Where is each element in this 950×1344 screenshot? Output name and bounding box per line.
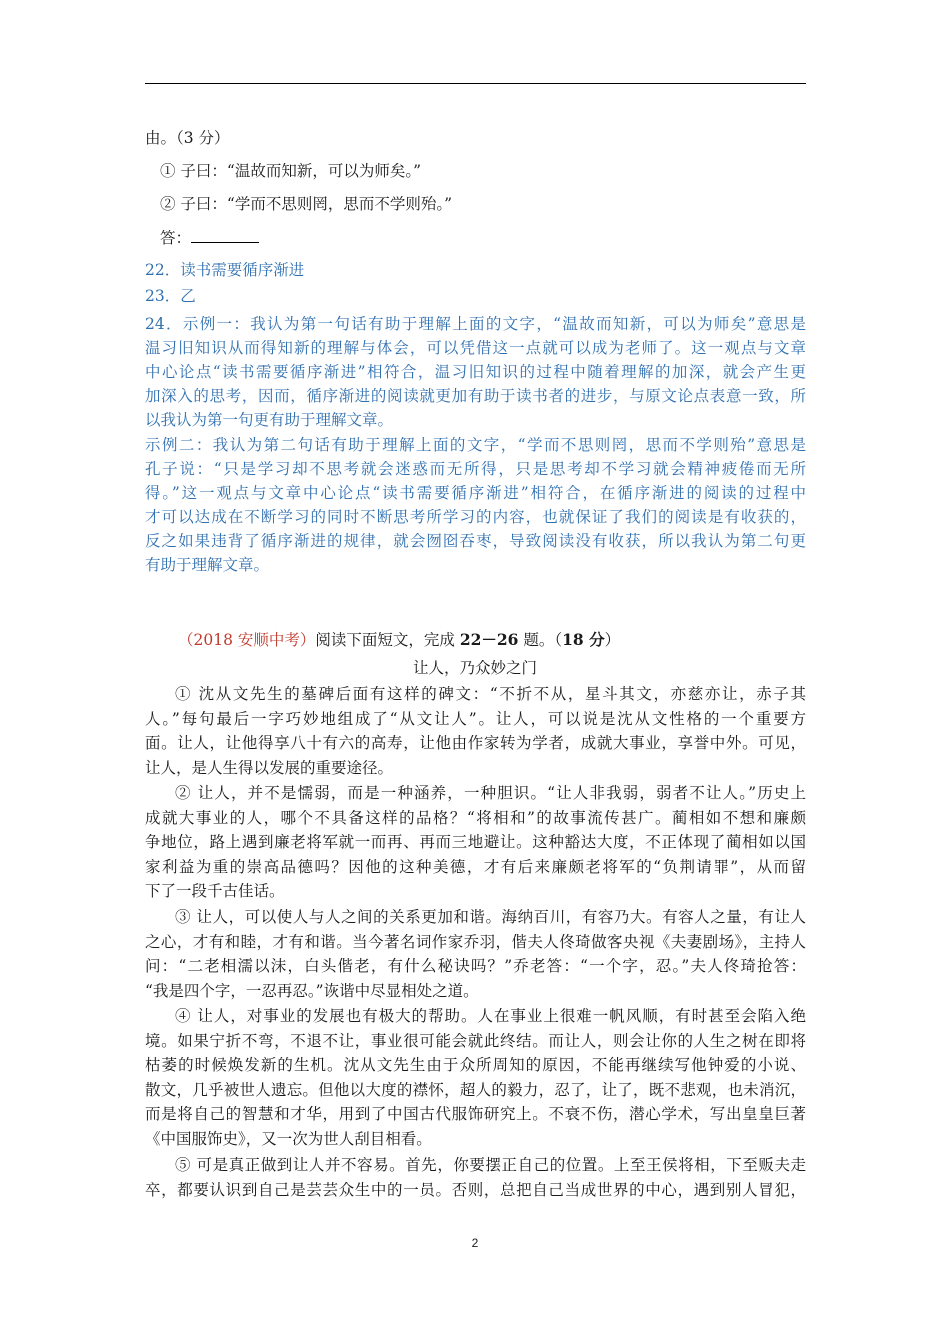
answer-24-example-1 <box>145 312 806 432</box>
section-intro-end: ） <box>604 631 621 649</box>
passage-line: 枯萎的时候焕发新的生机。沈从文先生由于众所周知的原因，不能再继续写他钟爱的小说、 <box>145 1056 806 1075</box>
page-number: 2 <box>471 1236 479 1250</box>
passage-line: 争地位，路上遇到廉老将军就一而再、再而三地避让。这种豁达大度，不正体现了蔺相如以国 <box>145 833 806 852</box>
passage-line: 而是将自己的智慧和才华，用到了中国古代服饰研究上。不衰不伤，潜心学术，写出皇皇巨著 <box>145 1105 806 1124</box>
passage-line: 之心，才有和睦，才有和谐。当今著名词作家乔羽，偕夫人佟琦做客央视《夫妻剧场》，主持人 <box>145 932 806 951</box>
answer-24b-line: 反之如果违背了循序渐进的规律，就会囫囵吞枣，导致阅读没有收获，所以我认为第二句更 <box>145 532 806 550</box>
passage-paragraph-2 <box>145 781 806 904</box>
section-source: （2018 安顺中考） <box>178 631 316 649</box>
answer-24b-line: 得。”这一观点与文章中心论点“读书需要循序渐进”相符合，在循序渐进的阅读的过程中 <box>145 484 806 502</box>
passage-paragraph-1 <box>145 682 806 780</box>
passage-paragraph-5 <box>145 1153 806 1202</box>
question-range: 22－26 <box>459 630 519 649</box>
answer-22: 22．读书需要循序渐进 <box>145 261 305 279</box>
answer-24-example-2 <box>145 433 806 577</box>
answer-23: 23．乙 <box>145 287 196 305</box>
answer-line <box>160 228 259 248</box>
answer-24b-line: 有助于理解文章。 <box>145 556 270 574</box>
answer-24b-line: 示例二：我认为第二句话有助于理解上面的文字，“学而不思则罔，思而不学则殆”意思是 <box>145 436 806 454</box>
passage-line: 《中国服饰史》，又一次为世人刮目相看。 <box>145 1129 432 1148</box>
section-intro <box>178 630 620 650</box>
passage-line: ① 沈从文先生的墓碑后面有这样的碑文：“不折不从，星斗其文，亦慈亦让，赤子其 <box>175 685 806 703</box>
passage-line: ② 让人，并不是懦弱，而是一种涵养，一种胆识。“让人非我弱，弱者不让人。”历史上 <box>175 784 806 802</box>
quote-item-1: ① 子曰：“温故而知新，可以为师矣。” <box>160 162 422 180</box>
answer-24b-line: 孔子说：“只是学习却不思考就会迷惑而无所得，只是思考却不学习就会精神疲倦而无所 <box>145 460 806 478</box>
answer-24-line: 中心论点“读书需要循序渐进”相符合，温习旧知识的过程中随着理解的加深，就会产生更 <box>145 363 806 381</box>
passage-paragraph-4 <box>145 1004 806 1152</box>
passage-line: “我是四个字，一忍再忍。”诙谐中尽显相处之道。 <box>145 981 479 1000</box>
answer-24-line: 以我认为第一句更有助于理解文章。 <box>145 411 394 429</box>
passage-line: ④ 让人，对事业的发展也有极大的帮助。人在事业上很难一帆风顺，有时甚至会陷入绝 <box>175 1007 806 1025</box>
passage-line: 家利益为重的崇高品德吗？因他的这种美德，才有后来廉颇老将军的“负荆请罪”，从而留 <box>145 857 806 876</box>
answer-24-line: 加深入的思考，因而，循序渐进的阅读就更加有助于读书者的进步，与原文论点表意一致，所 <box>145 387 806 405</box>
answer-24-line: 温习旧知识从而得知新的理解与体会，可以凭借这一点就可以成为老师了。这一观点与文章 <box>145 339 806 357</box>
passage-line: 散文，几乎被世人遗忘。但他以大度的襟怀，超人的毅力，忍了，让了，既不悲观，也未消沉， <box>145 1080 806 1099</box>
passage-line: 卒，都要认识到自己是芸芸众生中的一员。否则，总把自己当成世界的中心，遇到别人冒犯， <box>145 1180 806 1199</box>
passage-line: ⑤ 可是真正做到让人并不容易。首先，你要摆正自己的位置。上至王侯将相，下至贩夫走 <box>175 1156 806 1174</box>
passage-line: 成就大事业的人，哪个不具备这样的品格？“将相和”的故事流传甚广。蔺相如不想和廉颇 <box>145 808 806 827</box>
answer-24-line: 24．示例一：我认为第一句话有助于理解上面的文字，“温故而知新，可以为师矣”意思是 <box>145 315 806 333</box>
passage-line: 人。”每句最后一字巧妙地组成了“从文让人”。让人，可以说是沈从文性格的一个重要方 <box>145 709 806 728</box>
passage-line: 让人，是人生得以发展的重要途径。 <box>145 758 394 777</box>
answer-label: 答： <box>160 229 192 247</box>
answer-24b-line: 才可以达成在不断学习的同时不断思考所学习的内容，也就保证了我们的阅读是有收获的， <box>145 508 806 526</box>
passage-title: 让人，乃众妙之门 <box>412 659 537 677</box>
quote-item-2: ② 子曰：“学而不思则罔，思而不学则殆。” <box>160 195 453 213</box>
passage-line: 问：“二老相濡以沫，白头偕老，有什么秘诀吗？”乔老答：“一个字，忍。”夫人佟琦抢答： <box>145 957 806 976</box>
passage-line: 境。如果宁折不弯，不退不让，事业很可能会就此终结。而让人，则会让你的人生之树在即将 <box>145 1031 806 1050</box>
passage-paragraph-3 <box>145 905 806 1003</box>
passage-line: 面。让人，让他得享八十有六的高寿，让他由作家转为学者，成就大事业，享誉中外。可见， <box>145 734 806 753</box>
section-intro-mid: 题。（ <box>518 631 563 649</box>
header-rule <box>145 83 806 84</box>
passage-line: 下了一段千古佳话。 <box>145 882 285 901</box>
section-intro-text: 阅读下面短文，完成 <box>315 631 460 649</box>
section-score: 18 分 <box>562 630 605 649</box>
answer-blank[interactable] <box>191 228 259 243</box>
question-tail: 由。（3 分） <box>145 129 230 147</box>
passage-line: ③ 让人，可以使人与人之间的关系更加和谐。海纳百川，有容乃大。有容人之量，有让人 <box>175 908 806 926</box>
